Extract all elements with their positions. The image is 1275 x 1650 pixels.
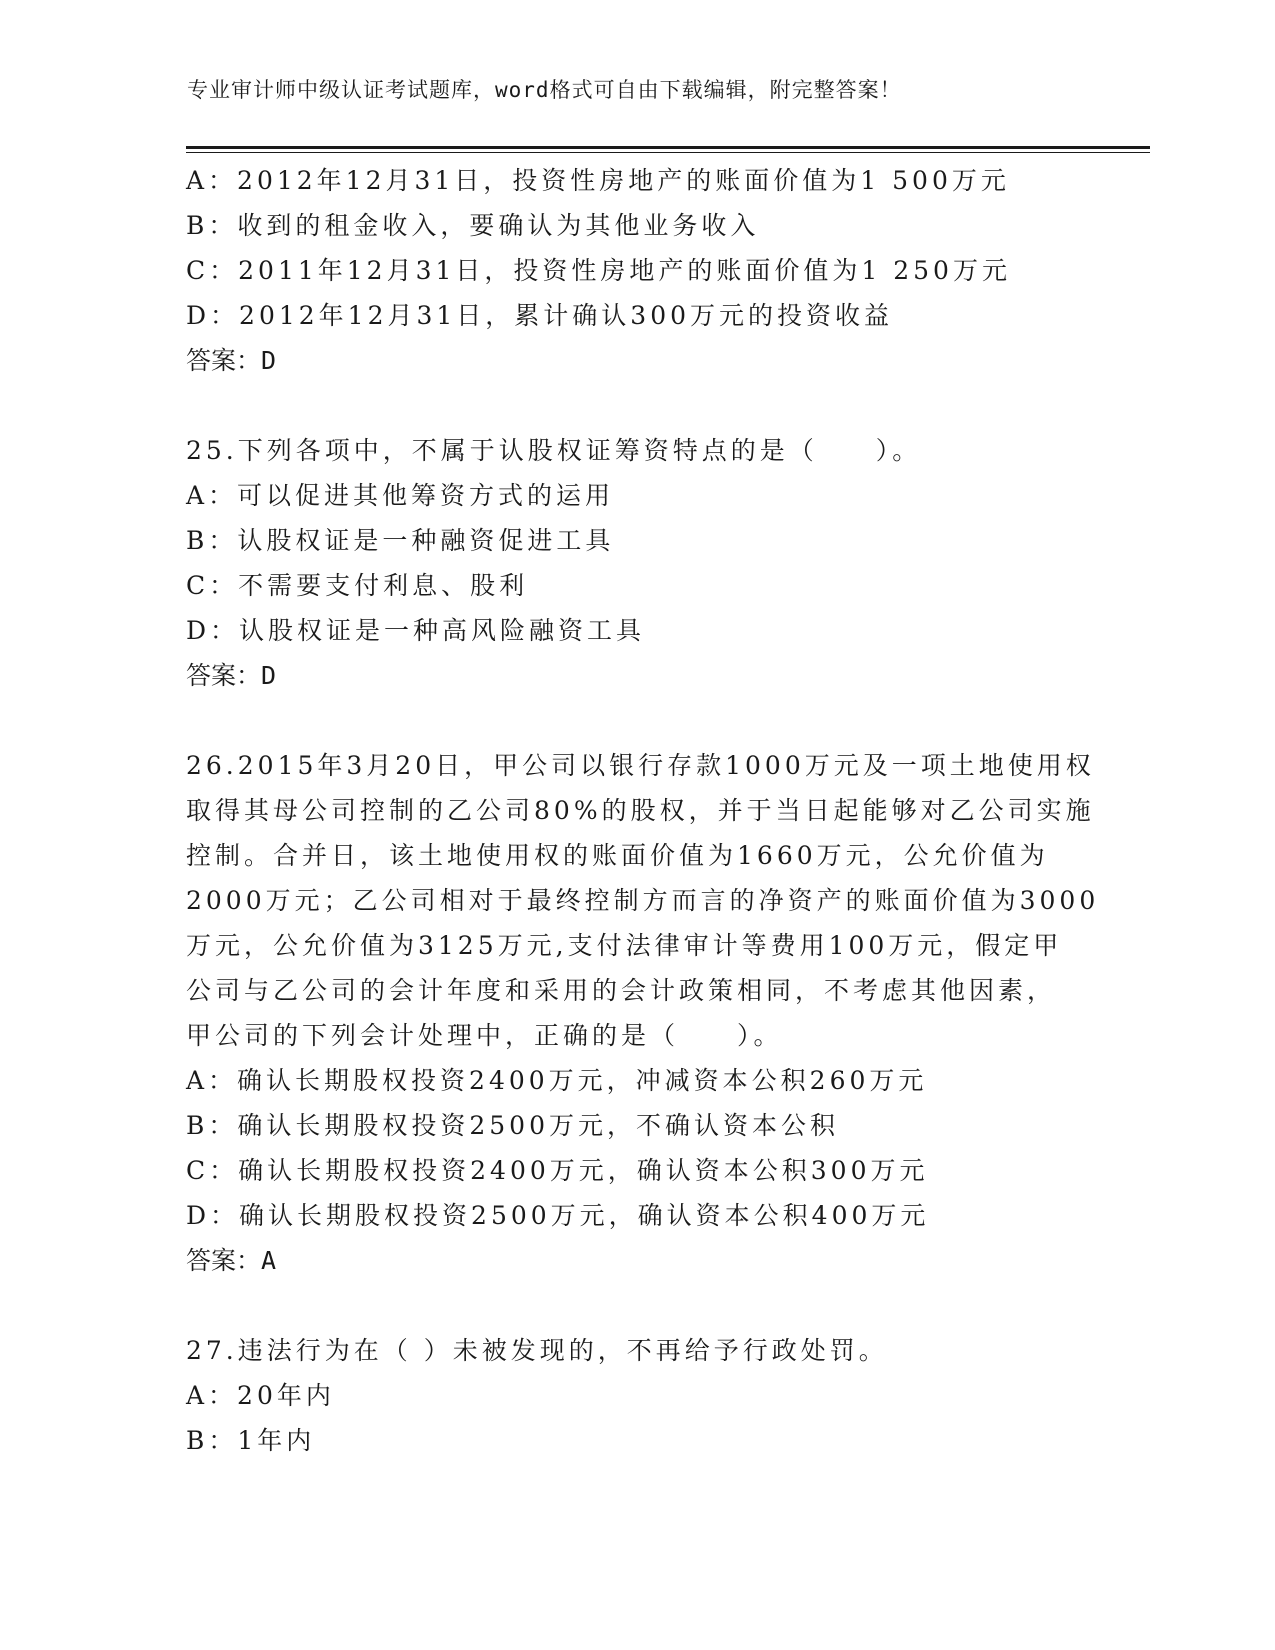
option-b: B：1年内	[186, 1426, 316, 1455]
option-c: C：不需要支付利息、股利	[186, 571, 529, 600]
answer: 答案：A	[186, 1246, 277, 1275]
question-text-line: 26.2015年3月20日，甲公司以银行存款1000万元及一项土地使用权	[186, 751, 1095, 780]
document-body	[186, 158, 1100, 1463]
question-26	[186, 743, 1100, 1283]
page-header: 专业审计师中级认证考试题库，word格式可自由下载编辑，附完整答案！	[187, 78, 902, 102]
question-text-line: 甲公司的下列会计处理中，正确的是（ ）。	[186, 1021, 783, 1050]
answer: 答案：D	[186, 346, 277, 375]
question-text-line: 万元，公允价值为3125万元,支付法律审计等费用100万元，假定甲	[186, 931, 1063, 960]
header-rule-thick	[186, 146, 1150, 149]
question-27	[186, 1328, 1086, 1463]
option-a: A：20年内	[186, 1381, 335, 1410]
option-b: B：确认长期股权投资2500万元，不确认资本公积	[186, 1111, 839, 1140]
spacer	[186, 383, 1086, 428]
question-text-line: 控制。合并日，该土地使用权的账面价值为1660万元，公允价值为	[186, 841, 1049, 870]
answer: 答案：D	[186, 661, 277, 690]
option-a: A：可以促进其他筹资方式的运用	[186, 481, 615, 510]
question-text: 25.下列各项中，不属于认股权证筹资特点的是（ ）。	[186, 436, 922, 465]
option-d: D：确认长期股权投资2500万元，确认资本公积400万元	[186, 1201, 930, 1230]
question-text-line: 取得其母公司控制的乙公司80%的股权，并于当日起能够对乙公司实施	[186, 796, 1095, 825]
option-c: C：确认长期股权投资2400万元，确认资本公积300万元	[186, 1156, 929, 1185]
question-25	[186, 428, 1086, 698]
option-b: B：收到的租金收入，要确认为其他业务收入	[186, 211, 760, 240]
option-c: C：2011年12月31日，投资性房地产的账面价值为1 250万元	[186, 256, 1011, 285]
spacer	[186, 698, 1086, 743]
question-text-line: 公司与乙公司的会计年度和采用的会计政策相同，不考虑其他因素，	[186, 976, 1057, 1005]
option-b: B：认股权证是一种融资促进工具	[186, 526, 615, 555]
question-text: 27.违法行为在（ ）未被发现的，不再给予行政处罚。	[186, 1336, 888, 1365]
question-24	[186, 158, 1086, 383]
option-a: A：2012年12月31日，投资性房地产的账面价值为1 500万元	[186, 166, 1010, 195]
option-d: D：认股权证是一种高风险融资工具	[186, 616, 646, 645]
option-d: D：2012年12月31日，累计确认300万元的投资收益	[186, 301, 894, 330]
option-a: A：确认长期股权投资2400万元，冲减资本公积260万元	[186, 1066, 928, 1095]
question-text-line: 2000万元；乙公司相对于最终控制方而言的净资产的账面价值为3000	[186, 886, 1100, 915]
header-rule-thin	[186, 152, 1150, 153]
spacer	[186, 1283, 1086, 1328]
